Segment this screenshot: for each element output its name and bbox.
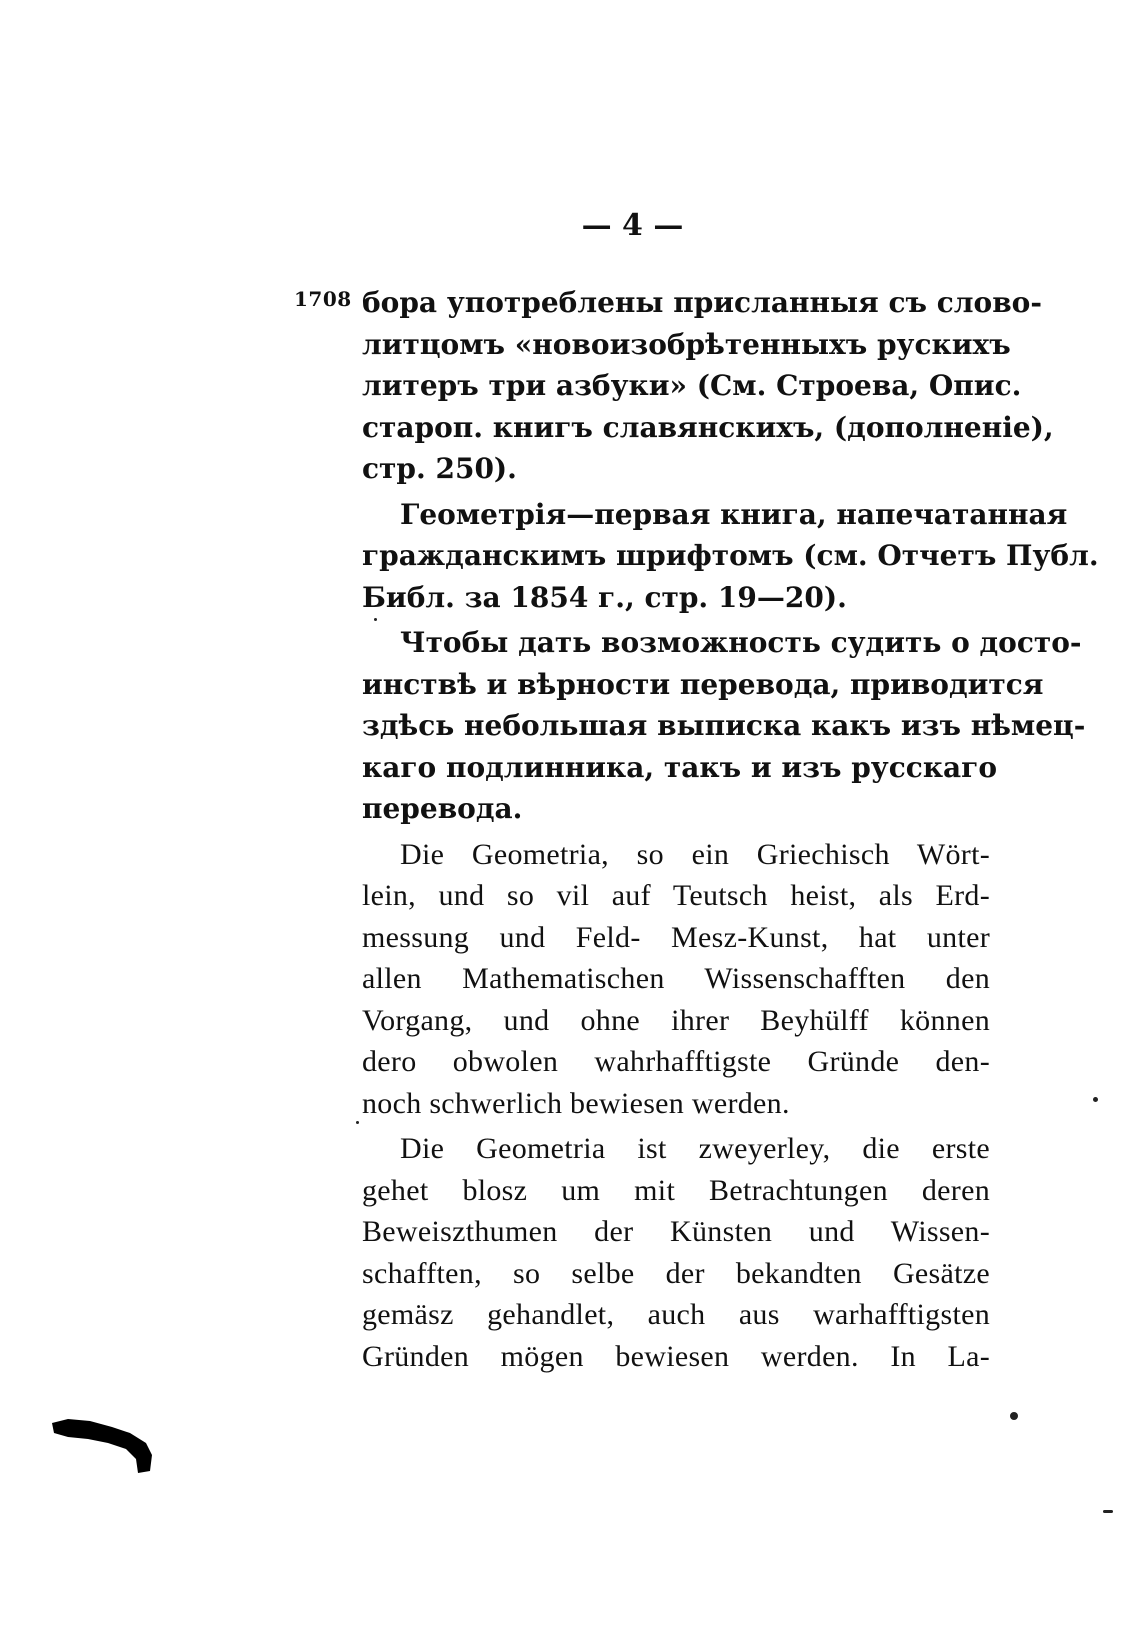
text-line: Beweiszthumen der Künsten und Wissen- (362, 1215, 990, 1248)
text-line: noch schwerlich bewiesen werden. (362, 1086, 790, 1120)
page-number: — 4 — (581, 208, 684, 243)
text-line: allen Mathematischen Wissenschafften den (362, 962, 990, 995)
text-line: Библ. за 1854 г., стр. 19—20). (362, 580, 847, 614)
paragraph-2 (362, 494, 1099, 619)
text-line: schafften, so selbe der bekandten Gesätze (362, 1256, 990, 1290)
text-line: перевода. (362, 792, 523, 825)
paragraph-5 (362, 1128, 990, 1377)
paragraph-1 (362, 282, 1054, 490)
text-line: здѣсь небольшая выписка какъ изъ нѣмец- (362, 709, 1086, 742)
paragraph-3 (362, 622, 1086, 830)
paragraph-4 (362, 834, 990, 1125)
text-line: староп. книгъ славянскихъ, (дополненіе), (362, 410, 1054, 444)
scan-speck (1103, 1510, 1113, 1513)
text-line: Die Geometria, so ein Griechisch Wört- (400, 837, 990, 871)
text-line: литцомъ «новоизобрѣтенныхъ рускихъ (362, 327, 1011, 361)
text-line: гражданскимъ шрифтомъ (см. Отчетъ Публ. (362, 539, 1099, 572)
ink-blot-artifact (50, 1415, 160, 1475)
text-line: lein, und so vil auf Teutsch heist, als Erd- (362, 879, 990, 912)
body-text (362, 282, 1099, 1377)
text-line: Vorgang, und ohne ihrer Beyhülff können (362, 1003, 990, 1037)
margin-year-note: 1708 (294, 287, 352, 311)
scan-speck (1010, 1412, 1018, 1420)
scan-speck (356, 1121, 359, 1124)
text-line: Геометрія—первая книга, напечатанная (400, 497, 1068, 531)
text-line: литеръ три азбуки» (См. Строева, Опис. (362, 369, 1022, 402)
text-line: каго подлинника, такъ и изъ русскаго (362, 750, 998, 784)
scan-speck (374, 618, 377, 621)
text-line: gemäsz gehandlet, auch aus warhafftigsten (362, 1298, 990, 1331)
text-line: инствѣ и вѣрности перевода, приводится (362, 667, 1044, 701)
text-line: Чтобы дать возможность судить о досто- (400, 626, 1082, 659)
scan-speck (1093, 1097, 1098, 1102)
text-line: messung und Feld- Mesz-Kunst, hat unter (362, 920, 990, 954)
text-line: стр. 250). (362, 452, 517, 485)
text-line: dero obwolen wahrhafftigste Gründe den- (362, 1045, 990, 1078)
text-line: Gründen mögen bewiesen werden. In La- (362, 1339, 990, 1373)
text-line: бора употреблены присланныя съ слово- (362, 286, 1042, 319)
text-line: gehet blosz um mit Betrachtungen deren (362, 1173, 990, 1207)
text-line: Die Geometria ist zweyerley, die erste (400, 1132, 990, 1165)
